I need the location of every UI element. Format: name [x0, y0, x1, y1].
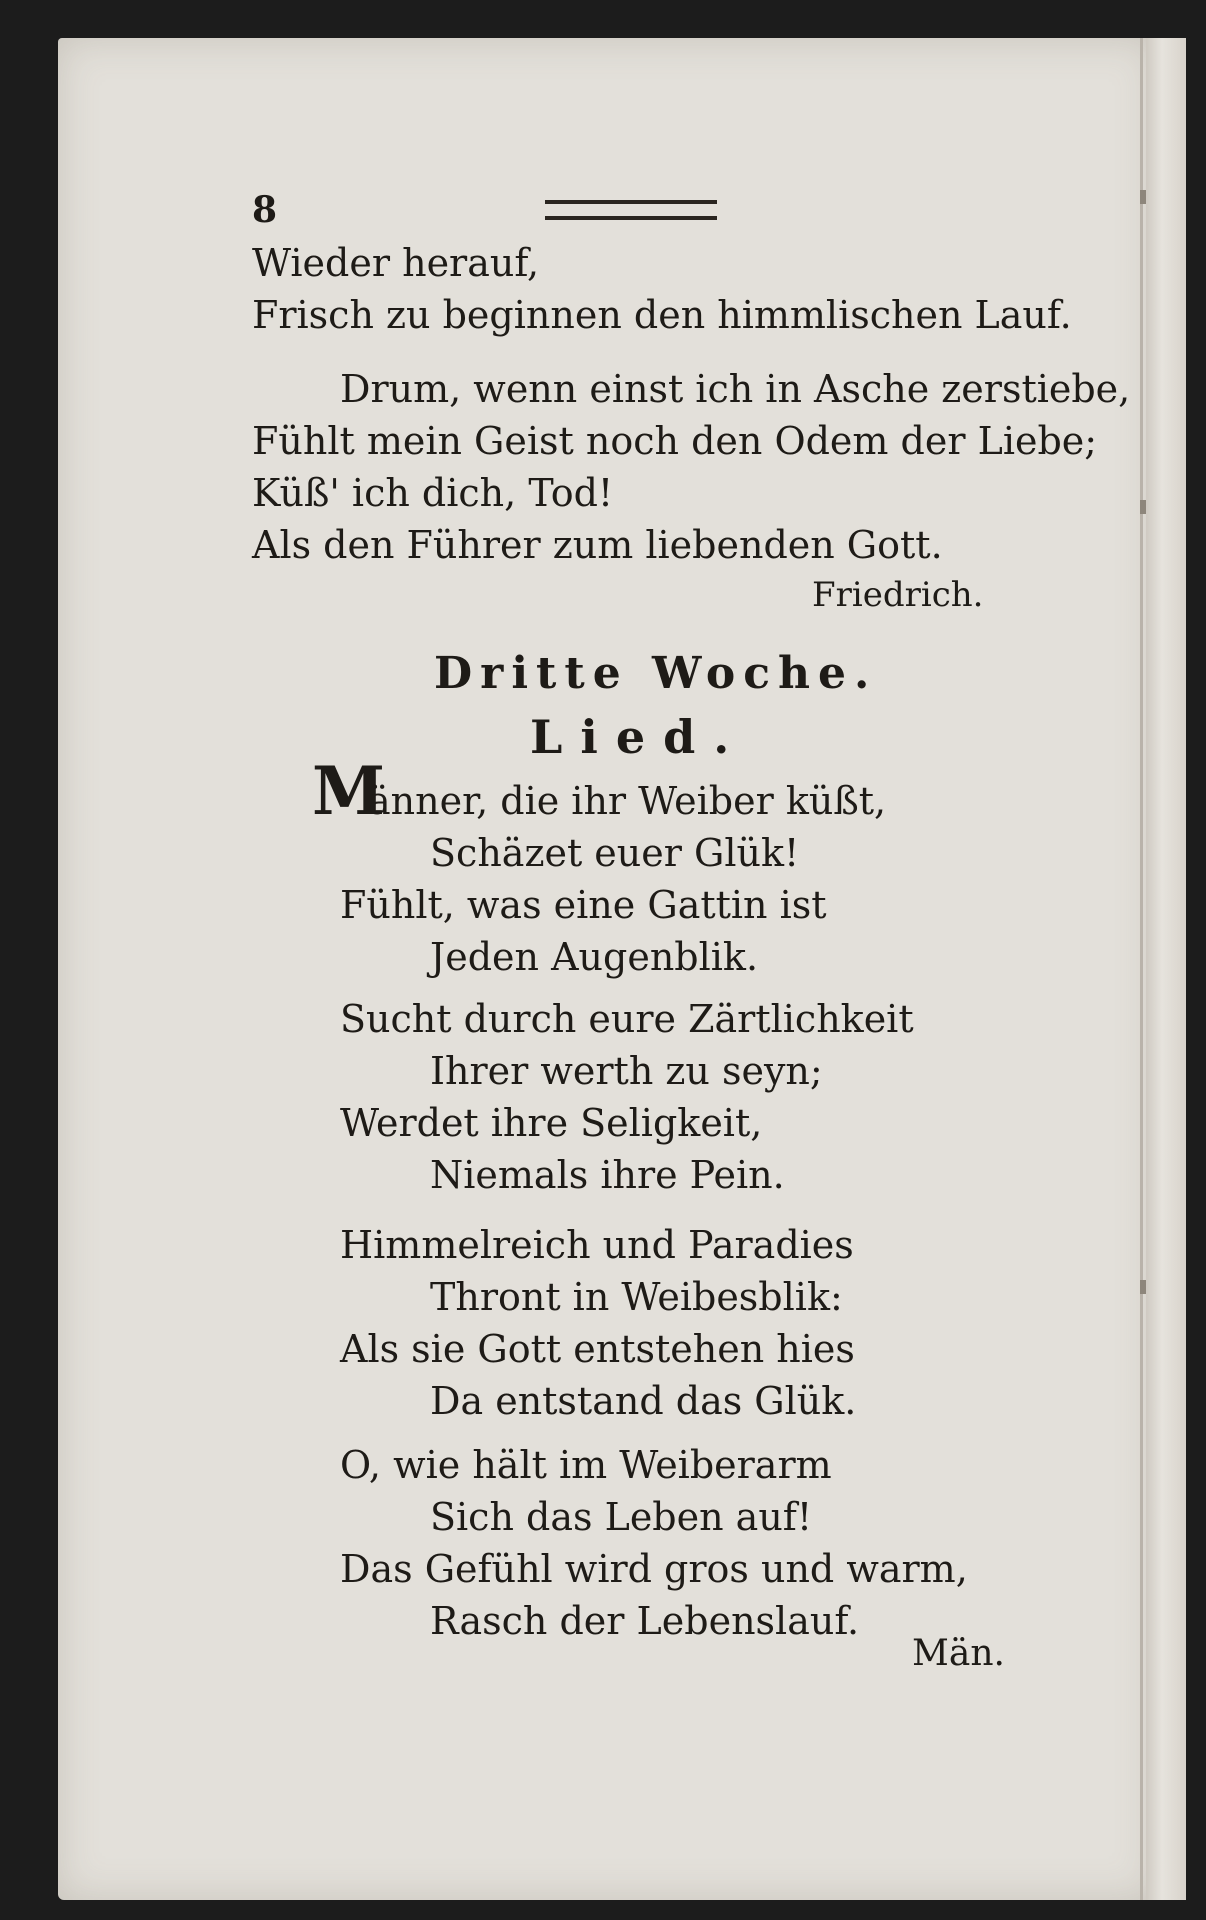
drop-cap: M — [312, 752, 386, 830]
verse-line: Frisch zu beginnen den himmlischen Lauf. — [252, 293, 1072, 337]
verse-line: O, wie hält im Weiberarm — [340, 1443, 832, 1487]
section-heading: Dritte Woche. — [434, 648, 878, 699]
signature: Friedrich. — [812, 575, 984, 615]
verse-line: Schäzet euer Glük! — [430, 831, 800, 875]
binding-gutter — [1140, 38, 1143, 1900]
verse-line: Sich das Leben auf! — [430, 1495, 813, 1539]
verse-line: Als sie Gott entstehen hies — [340, 1327, 855, 1371]
verse-line: Niemals ihre Pein. — [430, 1153, 785, 1197]
verse-line: Fühlt, was eine Gattin ist — [340, 883, 827, 927]
verse-line: Drum, wenn einst ich in Asche zerstiebe, — [340, 367, 1131, 411]
verse-line: Himmelreich und Paradies — [340, 1223, 854, 1267]
catchword: Män. — [912, 1633, 1005, 1674]
binding-stitch — [1140, 500, 1146, 514]
verse-line: Jeden Augenblik. — [430, 935, 759, 979]
binding-stitch — [1140, 190, 1146, 204]
verse-line: Das Gefühl wird gros und warm, — [340, 1547, 968, 1591]
verse-line: Da entstand das Glük. — [430, 1379, 857, 1423]
subheading: Lied. — [530, 710, 748, 764]
header-rule — [545, 200, 717, 220]
verse-line: Fühlt mein Geist noch den Odem der Liebe; — [252, 419, 1098, 463]
facing-page-edge — [1146, 38, 1186, 1900]
verse-line: Als den Führer zum liebenden Gott. — [252, 523, 943, 567]
verse-line: Küß' ich dich, Tod! — [252, 471, 614, 515]
verse-line: änner, die ihr Weiber küßt, — [368, 779, 887, 823]
verse-line: Thront in Weibesblik: — [430, 1275, 843, 1319]
page-number: 8 — [252, 189, 278, 231]
verse-line: Rasch der Lebenslauf. — [430, 1599, 860, 1643]
verse-line: Werdet ihre Seligkeit, — [340, 1101, 763, 1145]
verse-line: Ihrer werth zu seyn; — [430, 1049, 823, 1093]
verse-line: Sucht durch eure Zärtlichkeit — [340, 997, 914, 1041]
verse-line: Wieder herauf, — [252, 241, 540, 285]
binding-stitch — [1140, 1280, 1146, 1294]
